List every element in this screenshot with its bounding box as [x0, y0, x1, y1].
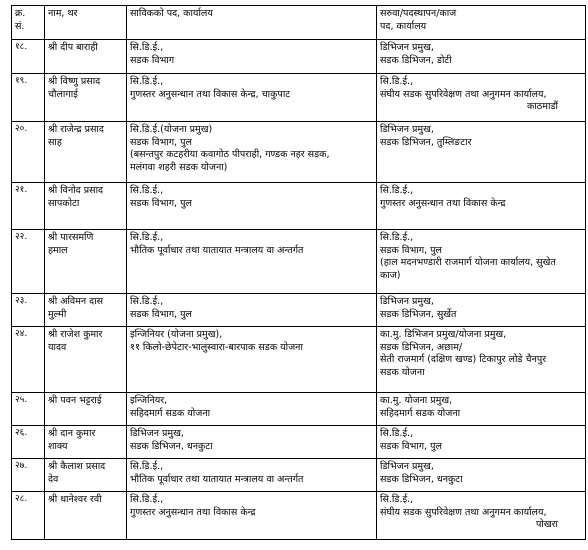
transfer-table: [11, 5, 586, 540]
cell-line: सि.डि.ई.,: [130, 232, 164, 243]
cell-line: डिभिजन प्रमुख,: [380, 42, 434, 53]
cell-new-post: [377, 327, 586, 393]
cell-line: श्री राजेन्द्र प्रसाद: [48, 124, 104, 135]
cell-line: सेती राजमार्ग (दक्षिण खण्ड) टिकापुर लोडे चैनपुर: [380, 354, 547, 366]
cell-line: संघीय सडक सुपरिवेक्षण तथा अनुगमन कार्यालय,: [380, 506, 547, 518]
cell-line: सडक विभाग, पुल: [130, 308, 192, 320]
cell-serial-number: २१.: [12, 183, 45, 230]
cell-line: का.मु. योजना प्रमुख,: [380, 395, 453, 406]
cell-serial-number: १८.: [12, 40, 45, 74]
cell-new-post: [377, 294, 586, 327]
cell-new-post: [377, 426, 586, 459]
cell-line: का.मु. डिभिजन प्रमुख/योजना प्रमुख,: [380, 329, 507, 340]
table-row: [12, 327, 586, 393]
cell-line: सडक विभाग, पुल: [130, 197, 192, 209]
table-row: [12, 230, 586, 294]
cell-serial-number: २६.: [12, 426, 45, 459]
cell-line: श्री पवन भट्टराई: [48, 395, 102, 406]
cell-line: श्री कैलाश प्रसाद: [48, 461, 106, 472]
cell-line: सडक योजना: [380, 366, 425, 378]
cell-line: श्री पारसमणि: [48, 232, 94, 243]
cell-serial-number: २८.: [12, 492, 45, 540]
cell-line: (हाल मदनभण्डारी राजमार्ग योजना कार्यालय, सुखेत: [380, 257, 556, 269]
cell-line: देव: [48, 473, 59, 485]
cell-line: काज): [380, 269, 401, 281]
cell-line: श्री राजेश कुमार: [48, 329, 103, 340]
cell-line: सहिदमार्ग सडक योजना: [380, 407, 461, 419]
cell-line: सि.डि.ई.,: [130, 42, 164, 53]
table-body: [12, 40, 586, 540]
cell-line: सि.डि.ई.,: [130, 461, 164, 472]
cell-line: श्री दान कुमार: [48, 428, 96, 439]
cell-new-post: [377, 230, 586, 294]
cell-serial-number: २०.: [12, 122, 45, 183]
header-previous-post: साविकको पद, कार्यालय: [127, 6, 377, 40]
table-header-row: [12, 6, 586, 40]
header-serial-number: क्र. सं.: [12, 6, 45, 40]
table-row: [12, 294, 586, 327]
cell-line: सडक विभाग, पुल: [380, 244, 442, 256]
cell-previous-post: [127, 40, 377, 74]
cell-serial-number: २२.: [12, 230, 45, 294]
cell-line: गुणस्तर अनुसन्धान तथा विकास केन्द्र: [380, 197, 506, 209]
table-row: [12, 183, 586, 230]
cell-line: सि.डि.ई.,: [380, 232, 414, 243]
cell-previous-post: [127, 122, 377, 183]
cell-name: [45, 230, 127, 294]
cell-previous-post: [127, 74, 377, 122]
cell-name: [45, 492, 127, 540]
cell-serial-number: १९.: [12, 74, 45, 122]
cell-line: सडक डिभिजन, धनकुटा: [380, 473, 463, 485]
cell-line: गुणस्तर अनुसन्धान तथा विकास केन्द्र: [130, 506, 256, 518]
cell-line: डिभिजन प्रमुख,: [380, 461, 434, 472]
cell-line: सि.डि.ई.,: [130, 494, 164, 505]
cell-line: सडक विभाग: [130, 54, 175, 66]
cell-line: यादव: [48, 341, 67, 353]
cell-line: सि.डि.ई.,: [380, 494, 414, 505]
cell-line: श्री अविमन दास: [48, 296, 104, 307]
cell-previous-post: [127, 327, 377, 393]
cell-name: [45, 74, 127, 122]
cell-line: डिभिजन प्रमुख,: [380, 124, 434, 135]
cell-line: श्री विनोद प्रसाद: [48, 185, 104, 196]
cell-name: [45, 40, 127, 74]
header-new-post: सरुवा/पदस्थापन/काज पद, कार्यालय: [377, 6, 586, 40]
cell-new-post: [377, 183, 586, 230]
cell-line: सि.डि.ई.(योजना प्रमुख): [130, 124, 213, 135]
table-row: [12, 459, 586, 492]
table-row: [12, 393, 586, 426]
cell-line: हमाल: [48, 244, 68, 256]
cell-line: इन्जिनियर (योजना प्रमुख),: [130, 329, 223, 340]
cell-line: डिभिजन प्रमुख,: [130, 428, 184, 439]
cell-line: मलंगवा शहरी सडक योजना): [130, 161, 228, 173]
cell-name: [45, 459, 127, 492]
cell-line: इन्जिनियर,: [130, 395, 168, 406]
cell-previous-post: [127, 492, 377, 540]
cell-name: [45, 183, 127, 230]
cell-line: सडक विभाग, पुल: [130, 136, 192, 148]
cell-previous-post: [127, 230, 377, 294]
cell-line: श्री दीप बाराही: [48, 42, 98, 53]
cell-line: ११ किलो-छेपेटार-भालुस्वारा-बारपाक सडक योजना: [130, 341, 303, 353]
cell-previous-post: [127, 426, 377, 459]
cell-line: डिभिजन प्रमुख,: [380, 296, 434, 307]
cell-serial-number: २५.: [12, 393, 45, 426]
cell-line: सापकोटा: [48, 197, 80, 209]
cell-line: भौतिक पूर्वाधार तथा यातायात मन्त्रालय वा अन्तर्गत: [130, 473, 304, 485]
cell-previous-post: [127, 183, 377, 230]
cell-line: शाक्य: [48, 440, 68, 452]
table-row: [12, 426, 586, 459]
cell-line: सडक डिभिजन, सुर्खेत: [380, 308, 457, 320]
cell-new-post: [377, 393, 586, 426]
cell-serial-number: २७.: [12, 459, 45, 492]
table-row: [12, 74, 586, 122]
cell-line: सि.डि.ई.,: [130, 76, 164, 87]
cell-line: सडक विभाग, पुल: [380, 440, 442, 452]
cell-line: सडक डिभिजन, अछाम/: [380, 341, 463, 353]
cell-line: साह: [48, 136, 62, 148]
cell-name: [45, 327, 127, 393]
table-row: [12, 40, 586, 74]
cell-line: श्री धानेश्वर रवी: [48, 494, 102, 505]
cell-line: काठमाडौं: [527, 101, 558, 113]
cell-line: सहिदमार्ग सडक योजना: [130, 407, 211, 419]
cell-new-post: [377, 492, 586, 540]
cell-line: भौतिक पूर्वाधार तथा यातायात मन्त्रालय वा अन्तर्गत: [130, 244, 304, 256]
cell-line: चौलागाई: [48, 88, 78, 100]
cell-line: सडक डिभिजन, धनकुटा: [130, 440, 213, 452]
cell-line: सडक डिभिजन, डोटी: [380, 54, 452, 66]
cell-line: सि.डि.ई.,: [380, 428, 414, 439]
cell-new-post: [377, 74, 586, 122]
cell-line: मुल्मी: [48, 308, 67, 320]
cell-line: सि.डि.ई.,: [130, 185, 164, 196]
cell-line: (बसन्तपुर कटहरीया कवागोठ पीपराही, गण्डक नहर सडक,: [130, 149, 330, 161]
cell-line: सडक डिभिजन, तुम्लिङटार: [380, 136, 472, 148]
cell-previous-post: [127, 294, 377, 327]
cell-name: [45, 426, 127, 459]
cell-line: संघीय सडक सुपरिवेक्षण तथा अनुगमन कार्यालय,: [380, 88, 547, 100]
cell-line: गुणस्तर अनुसन्धान तथा विकास केन्द्र, चाकुपाट: [130, 88, 291, 100]
cell-line: सि.डि.ई.,: [380, 76, 414, 87]
cell-previous-post: [127, 459, 377, 492]
header-name: नाम, थर: [45, 6, 127, 40]
cell-name: [45, 294, 127, 327]
cell-new-post: [377, 122, 586, 183]
cell-line: सि.डि.ई.,: [380, 185, 414, 196]
cell-new-post: [377, 459, 586, 492]
table-row: [12, 492, 586, 540]
cell-line: श्री विष्णु प्रसाद: [48, 76, 101, 87]
cell-name: [45, 122, 127, 183]
cell-serial-number: २४.: [12, 327, 45, 393]
cell-previous-post: [127, 393, 377, 426]
cell-new-post: [377, 40, 586, 74]
cell-line: पोखरा: [536, 519, 558, 531]
cell-name: [45, 393, 127, 426]
cell-line: सि.डि.ई.,: [130, 296, 164, 307]
cell-serial-number: २३.: [12, 294, 45, 327]
table-row: [12, 122, 586, 183]
